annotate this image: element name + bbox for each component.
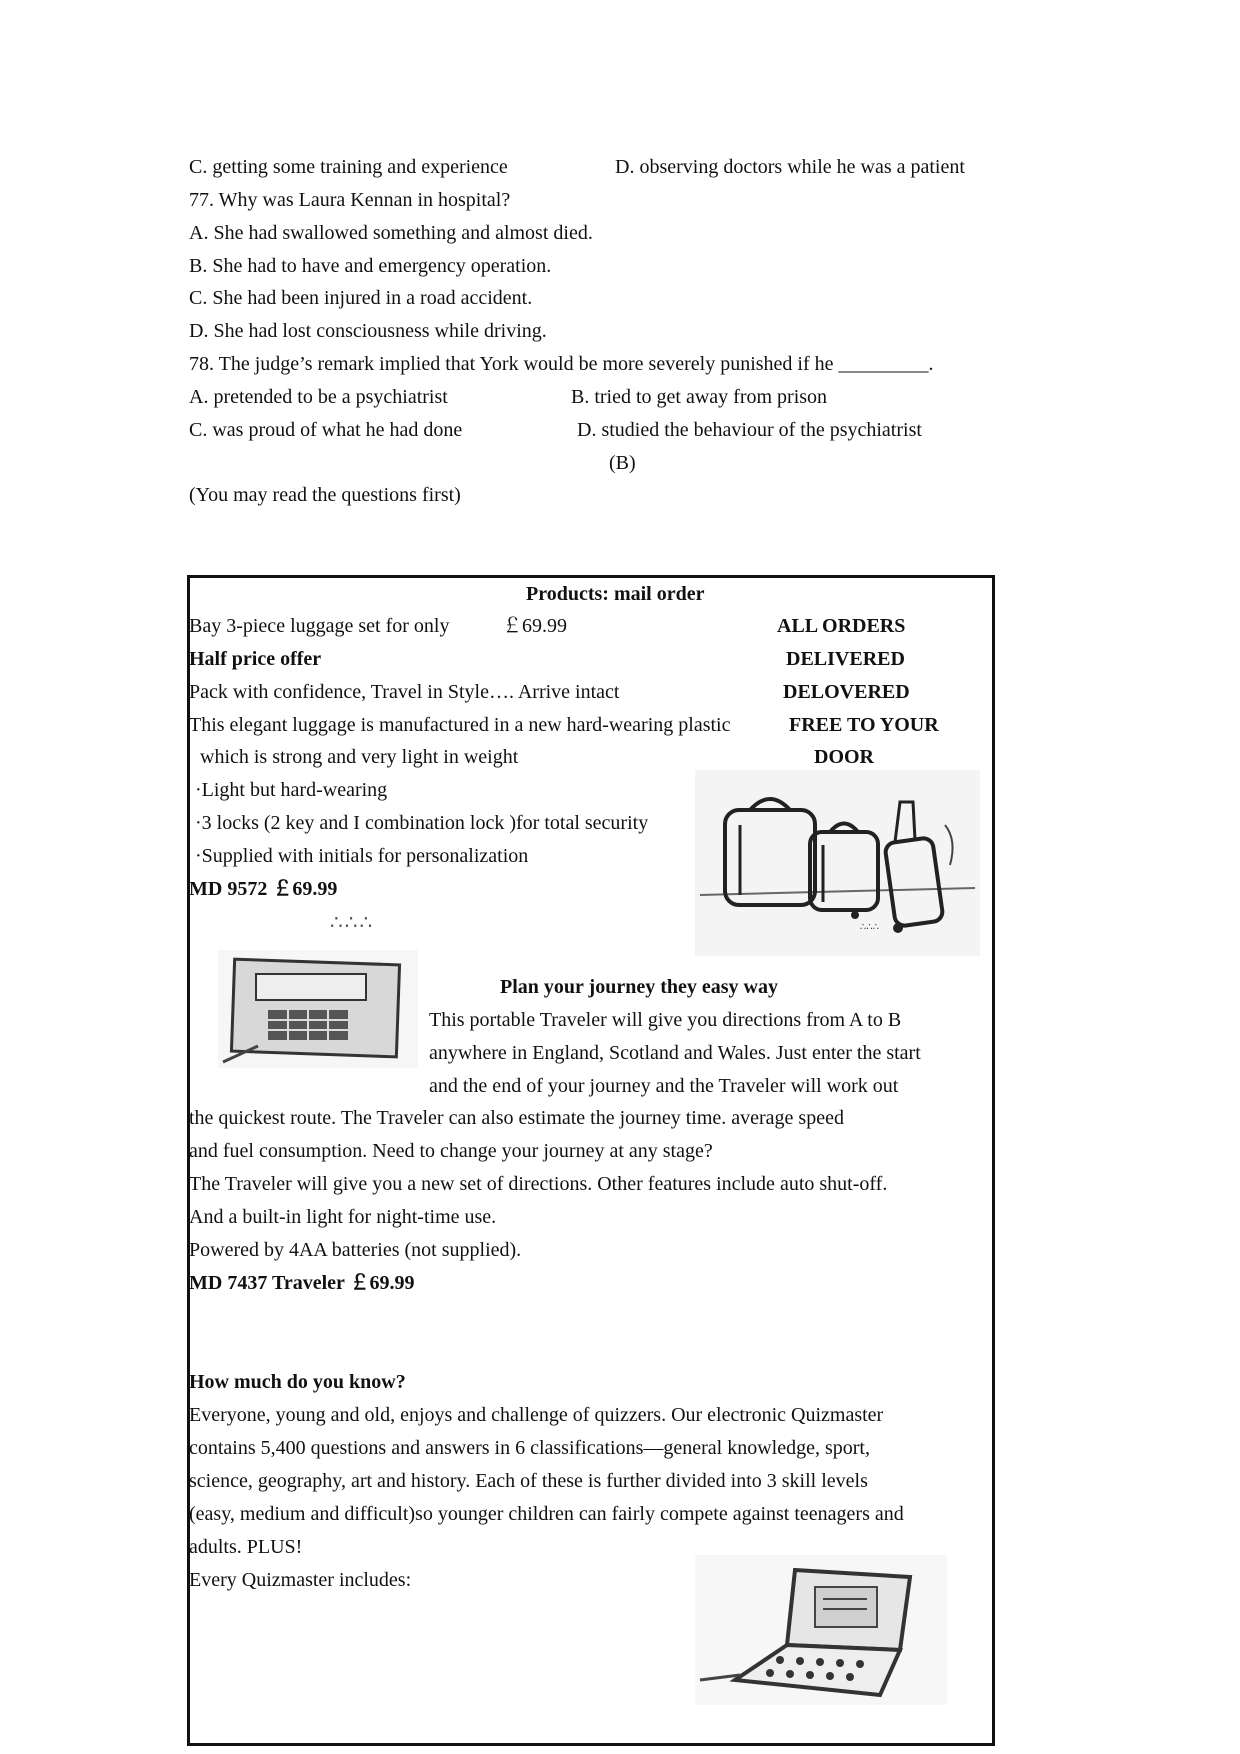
q77-option-c: C. She had been injured in a road accident.	[189, 287, 533, 309]
luggage-description-1: This elegant luggage is manufactured in a new hard-wearing plastic	[189, 714, 731, 736]
luggage-bullet: ·Light but hard-wearing	[195, 779, 388, 801]
q76-option-d: D. observing doctors while he was a patient	[615, 156, 965, 178]
traveler-text-line: anywhere in England, Scotland and Wales. Just enter the start	[429, 1042, 921, 1064]
traveler-text-line: And a built-in light for night-time use.	[189, 1206, 497, 1228]
traveler-text-line: This portable Traveler will give you directions from A to B	[429, 1009, 902, 1031]
q76-option-c: C. getting some training and experience	[189, 156, 508, 178]
delivery-line: ALL ORDERS	[777, 615, 906, 637]
luggage-illustration	[695, 770, 980, 956]
quiz-text-line: science, geography, art and history. Each of these is further divided into 3 skill levels	[189, 1470, 868, 1492]
q77-option-a: A. She had swallowed something and almost died.	[189, 222, 593, 244]
delivery-line: DELOVERED	[783, 681, 910, 703]
luggage-product-code: MD 9572 ￡69.99	[189, 878, 338, 900]
q78-option-c: C. was proud of what he had done	[189, 419, 463, 441]
quiz-text-line: (easy, medium and difficult)so younger children can fairly compete against teenagers and	[189, 1503, 904, 1525]
traveler-text-line: Powered by 4AA batteries (not supplied).	[189, 1239, 522, 1261]
traveler-text-line: and the end of your journey and the Traveler will work out	[429, 1075, 899, 1097]
luggage-tagline: Pack with confidence, Travel in Style…. Arrive intact	[189, 681, 620, 703]
section-label: (B)	[609, 452, 636, 474]
reading-instruction: (You may read the questions first)	[189, 484, 461, 506]
q78-option-a: A. pretended to be a psychiatrist	[189, 386, 448, 408]
luggage-bullet: ·3 locks (2 key and I combination lock )for total security	[195, 812, 649, 834]
quizmaster-device-illustration	[695, 1555, 947, 1705]
quiz-text-line: Every Quizmaster includes:	[189, 1569, 412, 1591]
luggage-description-2: which is strong and very light in weight	[200, 746, 519, 768]
q77-question: 77. Why was Laura Kennan in hospital?	[189, 189, 511, 211]
half-price-offer: Half price offer	[189, 648, 322, 670]
q78-question: 78. The judge’s remark implied that York would be more severely punished if he _________.	[189, 353, 934, 375]
traveler-heading: Plan your journey they easy way	[500, 976, 778, 998]
svg-text:∴∴∴: ∴∴∴	[860, 922, 880, 933]
q77-option-d: D. She had lost consciousness while driving.	[189, 320, 547, 342]
traveler-text-line: The Traveler will give you a new set of directions. Other features include auto shut-off.	[189, 1173, 888, 1195]
luggage-bullet: ·Supplied with initials for personalization	[195, 845, 529, 867]
quiz-text-line: Everyone, young and old, enjoys and challenge of quizzers. Our electronic Quizmaster	[189, 1404, 884, 1426]
traveler-product-code: MD 7437 Traveler ￡69.99	[189, 1272, 415, 1294]
q78-option-d: D. studied the behaviour of the psychiatrist	[577, 419, 922, 441]
luggage-offer-price: ￡69.99	[502, 615, 567, 637]
ad-title: Products: mail order	[526, 583, 705, 605]
ornament-divider: ∴∴∴	[330, 912, 375, 934]
q77-option-b: B. She had to have and emergency operation.	[189, 255, 552, 277]
q78-option-b: B. tried to get away from prison	[571, 386, 828, 408]
quiz-heading: How much do you know?	[189, 1371, 406, 1393]
luggage-offer-line: Bay 3-piece luggage set for only	[189, 615, 450, 637]
traveler-device-illustration	[218, 950, 418, 1068]
delivery-line: DOOR	[814, 746, 874, 768]
traveler-text-line: and fuel consumption. Need to change your journey at any stage?	[189, 1140, 713, 1162]
delivery-line: FREE TO YOUR	[789, 714, 939, 736]
traveler-text-line: the quickest route. The Traveler can also estimate the journey time. average speed	[189, 1107, 844, 1129]
quiz-text-line: adults. PLUS!	[189, 1536, 303, 1558]
quiz-text-line: contains 5,400 questions and answers in 6 classifications—general knowledge, sport,	[189, 1437, 870, 1459]
delivery-line: DELIVERED	[786, 648, 905, 670]
